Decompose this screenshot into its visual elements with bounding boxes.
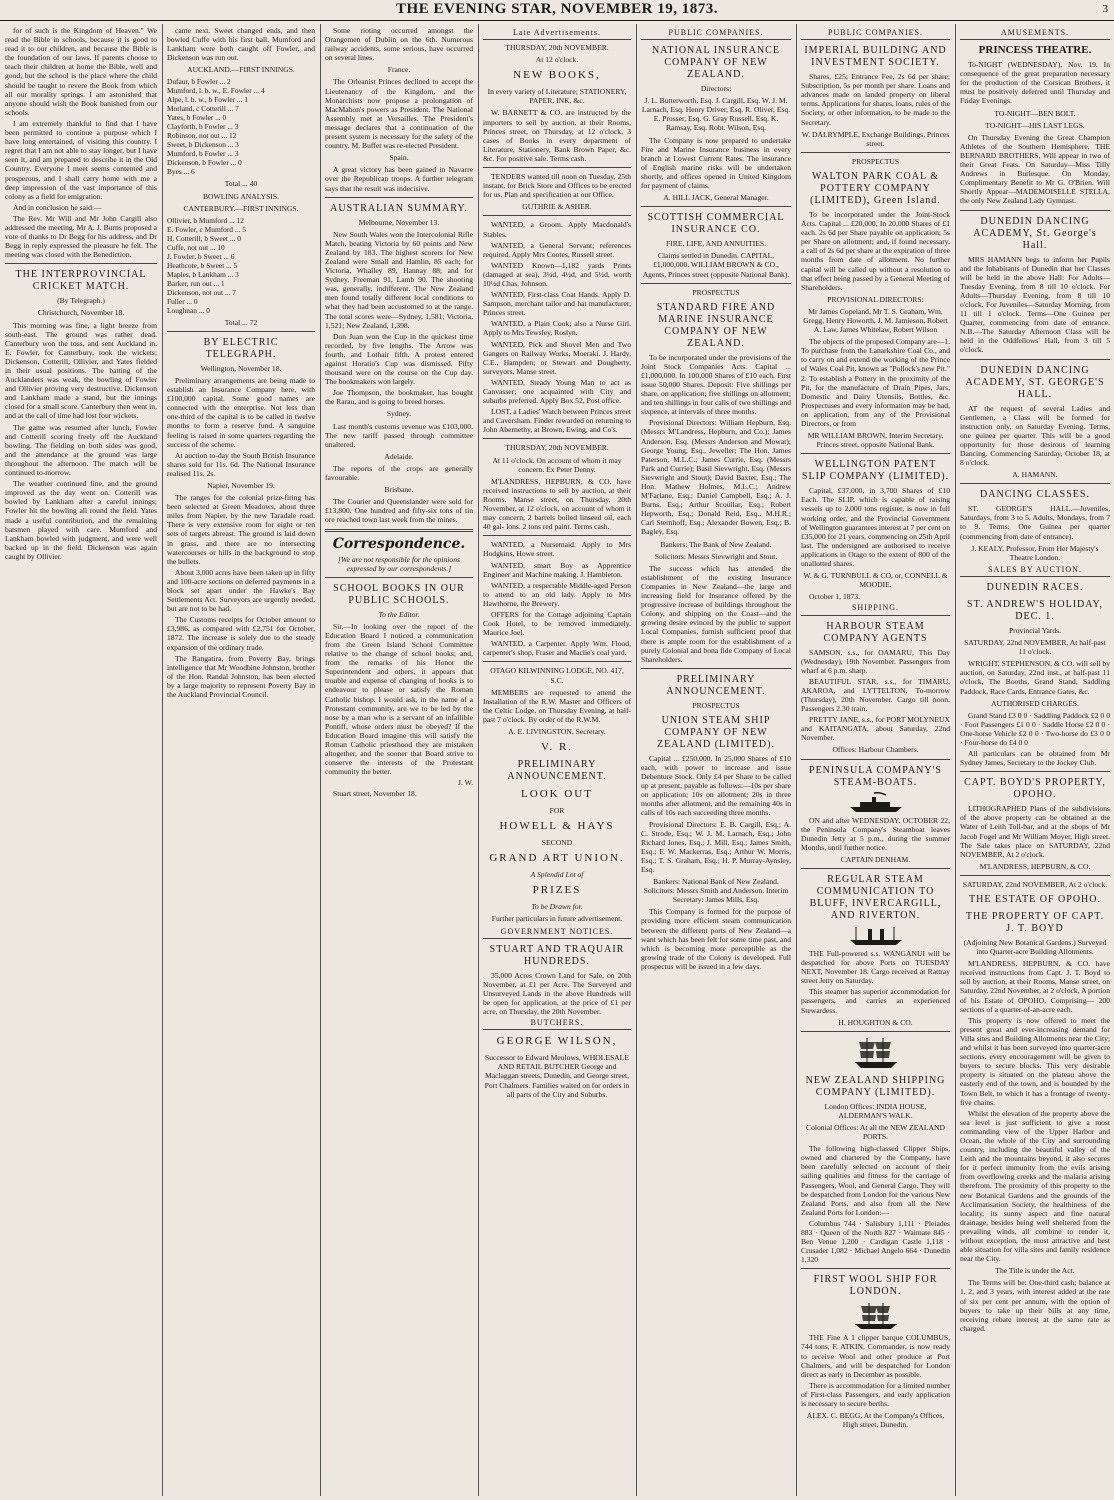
- sailing-ship-icon: [851, 1036, 901, 1070]
- provincial-yards: Provincial Yards.: [1008, 625, 1062, 635]
- wellington-slip-signature: W. & G. TURNBULL & CO, or, CONNELL & MOODIE.: [803, 571, 948, 590]
- sale-time: At 12 o'clock.: [535, 55, 579, 65]
- imperial-signature: W. DALRYMPLE, Exchange Buildings, Princes street.: [801, 129, 950, 148]
- divider: [801, 453, 950, 454]
- races-title: DUNEDIN RACES.: [986, 581, 1084, 593]
- walton-text-2: The objects of the proposed Company are—1. To purchase from the Lanarkshire Coal Co., and to carry on and extend the working of the Prince of Wales Coal Pit, known as "Pollock's new Pit." 2. To establish a Pottery in the proximity of the Pit, for the manufacture of Drain Pipes, Jars, Domestic and Dairy Utensils, Bottles, &c. Prospectuses and every information may be had, on application, from any of the Provisional Directors, or from: [801, 337, 950, 428]
- litho-signature: M'LANDRESS, HEPBURN, & CO.: [979, 861, 1091, 871]
- opoho-text-2: Whilst the elevation of the property above the sea level is just sufficient to give a most commanding view of the Upper Harbor and Ocean, the whole of the City and surrounding country, including the beautiful valley of the Leith and the mountains beyond, it also secures for it perfect immunity from the evils arising from overflowing creeks and the malaria arising therefrom. The proximity of this property to the new Botanical Gardens and the grounds of the Acclimatisation Society, the healthiness of the locality, its sunny aspect and fine natural drainage, besides being well sheltered from the prevailing winds, all combine to render it, without exception, the most attractive and best able situation for villa sites and family residence near the City.: [960, 1108, 1110, 1264]
- sale-date: THURSDAY, 20th NOVEMBER.: [505, 443, 609, 453]
- vr-mark: V. R.: [540, 741, 574, 754]
- article-paragraph: The game was resumed after lunch, Fowler and Cotterill scoring freely off the Auckland bowling. The fielding on both sides was good, and the attendance at the ground was large throughout the afternoon. The match will be continued to-morrow.: [5, 422, 157, 478]
- imperial-title: IMPERIAL BUILDING AND INVESTMENT SOCIETY.: [804, 45, 947, 69]
- ship-list: Columbus 744 · Salisbury 1,111 · Pleiades 883 · Queen of the North 827 · Waimate 845 · Ben Venue 1,200 · Cardigan Castle 1,118 · Crusader 1,082 · Michael Angelo 664 · Dunedin 1,320: [801, 1218, 950, 1265]
- section-label: France.: [387, 65, 411, 75]
- scottish-text: Claims settled in Dunedin. CAPITAL, £1,000,000. WILLIAM BROWN & CO., Agents, Princes street (opposite National Bank).: [642, 251, 790, 279]
- prospectus-label: PROSPECTUS: [851, 156, 900, 166]
- ad-wanted: WANTED, a Plain Cook; also a Nurse Girl. Apply to Mrs Tewsley, Roslyn.: [483, 319, 631, 338]
- ad-pretty-jane: PRETTY JANE, s.s., for PORT MOLYNEUX and KAITANGATA, about Saturday, 22nd November.: [801, 715, 950, 743]
- shipping-header: SHIPPING.: [801, 603, 950, 615]
- ad-lost: LOST, a Ladies' Watch between Princes street and Caversham. Finder rewarded on returning to John Abernethy, at Brown, Ewing, and Co's.: [483, 407, 631, 435]
- divider: [801, 1268, 950, 1269]
- divider: [801, 152, 950, 153]
- standard-directors: Provisional Directors: William Hepburn, Esq. (Messrs M'Landress, Hepburn, and Co.); James Anderson, Esq. (Messrs Anderson and Mowat); George Young, Esq., Jeweller; The Hon. James Paterson, M.L.C.; James Currie, Esq. (Messrs Park and Currie); Basil Sievwright, Esq. (Messrs Sievwright and Stout); David Baxter, Esq.; The Hon. Mathew Holmes, M.L.C.; Andrew M'Farlane, Esq.; Daniel Campbell, Esq.; A. J. Burns, Esq.; Arthur Scoullar, Esq.; Robert Hepworth, Esq.; Donald Reid, Esq., M.H.R.; Carl Sternhoff, Esq.; Alexander Bowen, Esq.; B. Bagley, Esq.: [641, 418, 791, 537]
- article-paragraph: At auction to-day the South British Insurance shares sold for 11s. 6d. The National Insurance realised 11s. 2s.: [167, 450, 315, 478]
- article-paragraph: The Courier and Queenslander were sold for £13,800. One hundred and fifty-six tons of tin ore reached town last week from the mines.: [325, 497, 473, 525]
- ad-offers: OFFERS for the Cottage adjoining Captain Cook Hotel, to be removed immediately. Maurice Joel.: [483, 609, 631, 638]
- ad-barnett: W. BARNETT & CO. are instructed by the importers to sell by auction, at their Rooms, Princes street, on Thursday, at 12 o'clock, 3 cases of Books in every department of Literature, Stationery, Bank Brown Paper, &c. &c. For positive sale. Terms cash.: [483, 108, 631, 163]
- section-label: Sydney.: [386, 409, 412, 419]
- ad-wanted: WANTED Known—1,182 yards Prints (damaged at sea), 3¼d, 4½d, and 5½d, worth 10½d Chas. Johnson.: [483, 260, 631, 288]
- directors-label: Directors:: [700, 84, 732, 94]
- late-ads-header: Late Advertisements.: [483, 28, 631, 40]
- union-title: UNION STEAM SHIP COMPANY OF NEW ZEALAND (LIMITED).: [657, 714, 775, 750]
- govt-notice: 35,000 Acres Crown Land for Sale, on 20th November, at £1 per Acre. The Surveyed and Unsurveyed Lands in the above Hundreds will be open for application, at the price of £1 per acre, on Thursday, the 20th November.: [483, 970, 631, 1017]
- disclaimer: [We are not responsible for the opinions expressed by our correspondents.]: [338, 554, 460, 573]
- scottish-subtitle: FIRE, LIFE, AND ANNUITIES.: [666, 239, 766, 249]
- dateline: Christchurch, November 18.: [37, 308, 125, 318]
- ad-wanted: WANTED, Steady Young Man to act as Canvasser; one acquainted with City and suburbs preferred. Apply Box 52, Post office.: [483, 377, 631, 406]
- property-title: THE PROPERTY OF CAPT. J. T. BOYD: [965, 911, 1105, 934]
- standard-text: To be incorporated under the provisions of the Joint Stock Companies Acts. Capital ... £1,000,000. In 100,000 Shares of £10 each. First issue 50,000 Shares. Deposit: Five shillings per share, on application; five shillings on allotment; and ten shillings in four calls of two shillings and sixpence, at intervals of three months.: [641, 352, 791, 417]
- letter-salutation: To the Editor.: [378, 609, 420, 619]
- section-label: Adelaide.: [384, 451, 414, 461]
- column-4: [483, 26, 631, 1496]
- princess-text-2: On Thursday Evening the Great Champion Athletes of the Southern Hemisphere, THE BERNARD BROTHERS, Will appear in two of their Great Feats. On Saturday—Miss Tilly Andrews in Burlesque. On Monday, Complimentary Benefit to Mr G. O'Brien. Will Shortly Appear—MADEMOISELLE STELLA, the only New Zealand Lady Gymnast.: [960, 132, 1110, 206]
- provisional-directors-label: PROVISIONAL DIRECTORS:: [827, 294, 924, 304]
- national-signature: A. HILL JACK, General Manager.: [663, 193, 769, 203]
- article-paragraph: The Orleanist Princes declined to accept the Lieutenancy of the Kingdom, and the Monarchists now propose a prolongation of MacMahon's powers as President. The National Assembly met at Versailles. The President's message declares that a continuation of the present system is necessary for the safety of the country. M. Buffet was re-elected President.: [325, 77, 473, 151]
- ad-tenders: TENDERS wanted till noon on Tuesday, 25th instant, for Brick Store and Offices to be erected for us. Plan and specification at our Office.: [483, 172, 631, 200]
- letter-title: SCHOOL BOOKS IN OUR PUBLIC SCHOOLS.: [333, 582, 465, 606]
- article-paragraph: I am extremely thankful to find that I have been permitted to continue a purpose which I have long entertained, of visiting this country. I regret that I am not able to stay longer, but I have seen it, and am prepared to describe it in the Old Country. Everyone I meet seems contented and prosperous, and I shall carry home with me a deep impression of the vast importance of this colony as a field for emigration.: [5, 118, 157, 201]
- letter-body: Sir,—In looking over the report of the Education Board I noticed a communication from the Green Island School Committee relative to the change of school books; and, from the remarks of his Honor the Superintendent and others, it appears that trouble and expense of changing of books is to endeavour to please or satisfy the Roman Catholic bishop. I would ask, in the name of a Protestant community, are we to be led by the nose by a man who is a servant of an infallible Pontiff, whose orders must be obeyed? If the Education Board imagine this will satisfy the Roman Catholic priesthood they are mistaken altogether, and the sooner that Board strive to conserve the interests of the Protestant community the better.: [325, 621, 473, 777]
- artunion-further: Further particulars in future advertisement.: [491, 914, 623, 924]
- ad-wanted: WANTED, a Carpenter. Apply Wm. Flood, carpenter's shop, Fraser and Maclie's coal yard.: [483, 639, 631, 658]
- page-number: 3: [1102, 3, 1108, 15]
- wilson-name: GEORGE WILSON,: [496, 1035, 618, 1048]
- columbus-text: There is accommodation for a limited number of First-class Passengers, and early application is necessary to secure berths.: [801, 1380, 950, 1408]
- article-paragraph: The Rangatira, from Poverty Bay, brings intelligence that Mr Woodbine Johnston, brother of the Hon. Randal Johnston, has been elected by a large majority to represent Poverty Bay in the Auckland Provincial Council.: [167, 653, 315, 700]
- public-companies-header: PUBLIC COMPANIES.: [641, 28, 791, 40]
- divider: [167, 331, 315, 332]
- article-paragraph: About 3,000 acres have been taken up in fifty and 100-acre sections on deferred payments in a block set apart under the Hawke's Bay Settlements Act. Surveyors are urgently needed, but are not to be had.: [167, 567, 315, 614]
- ad-mlandress-opoho: M'LANDRESS, HEPBURN, & CO. have received instructions from Capt. J. T. Boyd to sell by auction, at their Rooms, Manse street, on Saturday, 22nd November, at 2 o'clock, A portion of his Estate of OPOHO, Comprising— 200 sections of a quarter-of-an-acre each.: [960, 959, 1110, 1014]
- national-directors: J. L. Butterworth, Esq. J. Cargill, Esq. W. J. M. Larnach, Esq. Henry Driver, Esq. R. Oliver, Esq. E. Prosser, Esq. G. Gray Russell, Esq. K. Ramsay, Esq. Robt. Wilson, Esq.: [641, 96, 791, 133]
- sale-note: At 11 o'clock. On account of whom it may concern. Ex Peter Denny.: [492, 455, 622, 474]
- artunion-drawn: To be Drawn for.: [531, 902, 583, 912]
- boyd-title: CAPT. BOYD'S PROPERTY, OPOHO.: [964, 777, 1106, 801]
- clipper-ship-icon: [851, 1301, 901, 1331]
- houghton-signature: H. HOUGHTON & CO.: [838, 1017, 913, 1027]
- divider: [483, 167, 631, 168]
- ad-columbus: THE Fine A 1 clipper barque COLUMBUS, 744 tons, F. ATKIN, Commander, is now ready to receive Wool and other produce at Port Chalmers, and will be despatched for London direct as early in December as possible.: [801, 1333, 950, 1379]
- classes-text: ST. GEORGE'S HALL.—Juveniles, Saturdays, from 3 to 5. Adults, Mondays, from 7 to 9. Terms: One Guinea per quarter (commencing from date of entrance).: [960, 504, 1110, 541]
- national-title: NATIONAL INSURANCE COMPANY OF NEW ZEALAND.: [652, 45, 780, 81]
- butchers-header: BUTCHERS.: [483, 1018, 631, 1030]
- artunion-for: FOR: [549, 806, 565, 816]
- column-2: [167, 26, 315, 1496]
- prospectus-label: PROSPECTUS: [692, 287, 740, 297]
- divider: [960, 875, 1110, 876]
- standard-text-2: The success which has attended the establishment of the existing Insurance Companies in New Zealand—the large and increasing field for Insurance offered by the progressive increase of buildings throughout the Colony, and shipping on the Coast—and the growing desire evinced by the public to support Local Companies, furnish sufficient proof that there is ample room for the establishment of a purely Colonial and bona fide Company of Local Shareholders.: [641, 563, 791, 664]
- peninsula-title: PENINSULA COMPANY'S STEAM-BOATS.: [809, 764, 942, 788]
- article-paragraph: The Customs receipts for October amount to £3,986, as compared with £2,751 for October, 1872. The increase is solely due to the steady expansion of the ordinary trade.: [167, 615, 315, 652]
- artunion-second: SECOND: [541, 838, 573, 848]
- public-companies-header: PUBLIC COMPANIES.: [801, 28, 950, 40]
- imperial-text: Shares, £25; Entrance Fee, 2s 6d per share; Subscription, 5s per month per share. Loans and advances made on landed property on liberal terms. Applications for shares, loans, rules of the Society, or other information, to be made to the Secretary.: [801, 72, 950, 127]
- sale-date: THURSDAY, 20th NOVEMBER.: [505, 43, 609, 53]
- ad-wanted: WANTED, Pick and Shovel Men and Two Gangers on Railway Works, Moeraki. J. Hardy, C.E., Hampden; or Stewart and Dougherty, surveyors, Manse street.: [483, 339, 631, 376]
- union-bankers: Bankers: National Bank of New Zealand. Solicitors: Messrs Smith and Anderson. Interim Secretary: James Mills, Esq.: [643, 877, 789, 905]
- prospectus-label: PROSPECTUS: [692, 700, 740, 710]
- article-paragraph: The ranges for the colonial prize-firing has been selected at Green Meadows, about three miles from Napier, by the new Taradale road. There is very extensive room for eight or ten sets of targets abreast. The ground is laid down in grass, and there are no intersecting watercourses or hills in the background to stop the bullets.: [167, 493, 315, 566]
- divider: [483, 215, 631, 216]
- estate-title: THE ESTATE OF OPOHO.: [969, 894, 1101, 905]
- article-paragraph: Don Juan won the Cup in the quickest time recorded, by five lengths. The Arrow was fourth, and Lothair fifth. A protest entered against Horatio's Cup was dismissed. Fifty thousand were on the course on the Cup day. The bookmakers won largely.: [325, 331, 473, 387]
- tonight-2: TO-NIGHT—HIS LAST LEGS.: [985, 120, 1085, 130]
- divider: [960, 771, 1110, 772]
- column-6: [801, 26, 950, 1496]
- peninsula-signature: CAPTAIN DENHAM.: [840, 854, 911, 864]
- ad-samson: SAMSON, s.s., for OAMARU, This Day (Wednesday), 19th November. Passengers from wharf at 6 p.m. sharp.: [801, 647, 950, 675]
- artunion-splendid: A Splendid Lot of: [530, 870, 584, 880]
- divider: [641, 668, 791, 669]
- column-rule: [478, 24, 479, 1496]
- lodge-heading: OTAGO KILWINNING LODGE, NO. 417, S.C.: [490, 666, 624, 685]
- column-1: [5, 26, 157, 1496]
- article-paragraph: Some rioting occurred amongst the Orangemen of Dublin on the 6th. Numerous railway accidents, some serious, have occurred on several lines.: [325, 26, 473, 63]
- dateline: Napier, November 19.: [207, 480, 275, 490]
- scorecard-canterbury: Ollivier, b Mumford ... 12 E. Fowler, c Mumford ... 5 H. Cotterill, b Sweet ... 0 Cuffe, not out ... 10 J. Fowler, b Sweet ... 6 Heathcote, b Sweet ... 5 Maples, b Lankham ... 3 Barker, run out ... 1 Dickenson, not out ... 7 Fuller ... 0 Loughnan ... 0: [167, 215, 246, 315]
- walton-title: WALTON PARK COAL & POTTERY COMPANY (LIMITED), Green Island.: [810, 170, 941, 206]
- wilson-details: Successor to Edward Meulows, WHOLESALE AND RETAIL BUTCHER George and Maclaggan streets, Dunedin, and George street, Port Chalmers. Families waited on for orders in all parts of the City and Suburbs.: [484, 1053, 630, 1099]
- column-rule: [636, 24, 637, 1496]
- ad-wanted: WANTED, a Nursemaid. Apply to Mrs Hodgkins, Howe street.: [483, 540, 631, 559]
- dancing-text: MRS HAMANN begs to inform her Pupils and the Inhabitants of Dunedin that her Classes will be held in the above Hall: For Adults—Tuesday Evening, from 8 till 10 o'clock. For Adults—Thursday Evening, from 8 till 10 o'clock. For Juveniles—Saturday Morning, from 11 till 1 o'clock. Terms—One Guinea per Quarter, commencing from date of entrance. N.B.—The Saturday Afternoon Class will be held in the Oddfellows' Hall, from 3 till 5 o'clock.: [960, 254, 1110, 355]
- divider: [5, 263, 157, 264]
- charges-heading: AUTHORISED CHARGES.: [991, 698, 1079, 708]
- charges-list: Grand Stand £3 0 0 · Saddling Paddock £2 0 0 · Foot Passengers £1 0 0 · Saddle Horse £2 0 0 · One-horse Vehicle £2 0 0 · Two-horse do £3 0 0 · Four-horse do £4 0 0: [960, 710, 1110, 747]
- letter-date: Stuart street, November 18.: [333, 789, 417, 799]
- regular-steam-title: REGULAR STEAM COMMUNICATION TO BLUFF, INVERCARGILL, AND RIVERTON.: [809, 874, 942, 921]
- headline-australian: AUSTRALIAN SUMMARY.: [330, 202, 468, 214]
- opoho-text: This property is now offered to meet the present great and ever-increasing demand for Villa sites and Building Allotments near the City; and whilst it has been surveyed into quarter-acre sections, every encouragement will be given to buyers to secure blocks. This very desirable property is situated on the plateau above the easterly end of the town, and is bounded by the Town Belt, to which it has a frontage of twenty-five chains.: [960, 1015, 1110, 1107]
- divider: [960, 483, 1110, 484]
- wellington-slip-date: October 1, 1873.: [809, 592, 861, 602]
- section-label: Brisbane.: [384, 485, 414, 495]
- letter-signature: J. W.: [458, 778, 473, 788]
- government-notices-header: GOVERNMENT NOTICES.: [483, 927, 631, 939]
- hundreds-title: STUART AND TRAQUAIR HUNDREDS.: [489, 943, 625, 967]
- masthead-title: THE EVENING STAR, NOVEMBER 19, 1873.: [396, 1, 718, 17]
- correspondence-heading: Correspondence.: [332, 535, 466, 552]
- standard-title: STANDARD FIRE AND MARINE INSURANCE COMPANY OF NEW ZEALAND.: [656, 301, 776, 349]
- union-text-2: This Company is formed for the purpose of providing more efficient steam communication between the different ports of New Zealand—a want which has been felt for some time past, and which is becoming more perceptible as the growing trade of the Colony is developed. Full prospectus will be issued in a few days.: [641, 907, 791, 971]
- walton-signature: MR WILLIAM BROWN, Interim Secretary, Princes street, opposite National Bank.: [807, 431, 944, 450]
- divider: [325, 197, 473, 198]
- article-paragraph: This morning was fine, a light breeze from south-east. The ground was rather dead. Canterbury won the toss, and sent Auckland in. E. Fowler, for Canterbury, took the wickets; Dickenson, Cotterill, Ollivier, and Yates fielded in their usual positions. The batting of the Aucklanders was weak, the bowling of Fowler and Ollivier proving very destructive. Dickenson and Lankham made a stand, but the innings closed for a small score. Canterbury then went in, and at the call of time had lost four wickets.: [5, 320, 157, 421]
- scorecard-total: Total ... 40: [224, 179, 258, 189]
- harbour-offices: Offices: Harbour Chambers.: [832, 745, 919, 755]
- column-rule: [796, 24, 797, 1496]
- nz-shipping-london: London Offices: INDIA HOUSE, ALDERMAN'S WALK.: [824, 1101, 927, 1120]
- scorecard-auckland: Dufaur, b Fowler ... 2 Mumford, l. b. w., E. Fowler ... 4 Alpe, l. b. w., b Fowler ... 1 Morland, c Cotterill ... 7 Yates, b Fowler ... 0 Clayforth, b Fowler ... 3 Robinson, not out ... 12 Sweet, b Dickenson ... 3 Mumford, b Fowler ... 3 Dickenson, b Fowler ... 0 Byes ... 6: [167, 77, 265, 177]
- sale-date: SATURDAY, 22nd NOVEMBER, At 2 o'clock.: [962, 879, 1108, 889]
- divider: [641, 206, 791, 207]
- academy-signature: A. HAMANN.: [1012, 470, 1058, 480]
- dancing-academy-title: DUNEDIN DANCING ACADEMY, St. George's Hall.: [973, 215, 1097, 251]
- standard-bankers: Bankers: The Bank of New Zealand.: [660, 539, 772, 549]
- article-paragraph: came next. Sweet changed ends, and then bowled Cuffe with his first ball. Mumford and Lankham were both caught off Fowler, and Dickenson was run out.: [167, 26, 315, 63]
- article-paragraph: The Rev. Mr Will and Mr John Cargill also addressed the meeting. Mr A. J. Burns proposed a vote of thanks to Dr Begg for his address, and Dr Begg in reply expressed the pleasure he felt. The meeting was closed with the Benediction.: [5, 213, 157, 260]
- charges-note: All particulars can be obtained from Mr Sydney James, Secretary to the Jockey Club.: [960, 749, 1110, 768]
- ad-signature: GUTHRIE & ASHER.: [522, 202, 592, 212]
- ad-wanted: WANTED, smart Boy as Apprentice Engineer and Machine making. J. Hambleton.: [483, 560, 631, 579]
- terms-note: The Terms will be: One-third cash; balance at 1, 2, and 3 years, with interest added at the rate of six per cent per annum, with the option of buyers to take up their bills at any time, receiving rebate interest at the same rate as charged.: [960, 1278, 1110, 1333]
- classes-signature: J. KEALY, Professor, From Her Majesty's Theatre London.: [971, 543, 1099, 562]
- article-paragraph: The reports of the crops are generally favourable.: [325, 463, 473, 483]
- ad-title: NEW BOOKS,: [513, 69, 601, 82]
- ad-beautiful-star: BEAUTIFUL STAR, s.s., for TIMARU, AKAROA, and LYTTELTON, To-morrow (Thursday), 20th November. Cargo till noon. Passengers 2.30 train.: [801, 676, 950, 714]
- ad-subtitle: In every variety of Literature; STATIONERY, PAPER, INK, &c.: [487, 87, 627, 106]
- st-andrews-title: ST. ANDREW'S HOLIDAY, DEC. 1.: [967, 598, 1103, 622]
- column-5: [641, 26, 791, 1496]
- column-rule: [320, 24, 321, 1496]
- scottish-title: SCOTTISH COMMERCIAL INSURANCE CO.: [647, 212, 785, 236]
- national-text: The Company is now prepared to undertake Fire and Marine Insurance business in every branch at Lowest Current Rates. The insurance of English marine risks will be undertaken shortly, and offices opened in United Kingdom for payment of claims.: [641, 135, 791, 191]
- nz-shipping-title: NEW ZEALAND SHIPPING COMPANY (LIMITED).: [805, 1074, 946, 1098]
- peninsula-text: ON and after WEDNESDAY, OCTOBER 22, the Peninsula Company's Steamboat leaves Dunedin Jetty at 5 p.m., during the summer Months, until further notice.: [801, 815, 950, 852]
- divider: [483, 438, 631, 439]
- sales-header: SALES BY AUCTION.: [960, 565, 1110, 577]
- union-text: Capital ... £250,000. In 25,000 Shares of £10 each, with power to increase and issue Debenture Stock. Only £4 per Share to be called up at present, payable as follows:—10s per share on application; 10s on allotment; 20s in three months after allotment, and the remaining 40s in calls of 10s each succeeding three months.: [641, 753, 791, 818]
- divider: [325, 577, 473, 578]
- divider: [641, 283, 791, 284]
- artunion-howell: HOWELL & HAYS: [499, 820, 615, 833]
- article-paragraph: The weather continued fine, and the ground improved as the day went on. Cotterill was bowled by Lankham after a careful innings; Fowler hit the bowling all round the field. Yates made a useful contribution, and the remaining batsmen played with care. Mumford and Lankham bowled with judgment, and were well backed up in the field. Dickenson was again caught by Ollivier.: [5, 479, 157, 561]
- masthead: [0, 0, 1114, 21]
- wellington-slip-title: WELLINGTON PATENT SLIP COMPANY (LIMITED).: [801, 459, 950, 483]
- article-paragraph: A great victory has been gained in Navarre over the Republican troops. A further telegram says that the result was indecisive.: [325, 165, 473, 193]
- ad-mlandress: M'LANDRESS, HEPBURN, & CO. have received instructions to sell by auction, at their Rooms, Manse street, on Thursday, 20th November, at 12 o'clock, on account of whom it may concern, 2 barrels boiled linseed oil, each 40 gal- lons. 2 tons red paint. Terms cash.: [483, 476, 631, 532]
- byline: (By Telegraph.): [57, 296, 105, 306]
- steamboat-icon: [846, 792, 906, 814]
- section-label: Spain.: [389, 153, 409, 163]
- headline-telegraph: BY ELECTRIC TELEGRAPH.: [203, 336, 279, 360]
- ad-wright-stephenson: WRIGHT, STEPHENSON, & CO. will sell by auction, on Saturday, 22nd inst., at half-past 11 o'clock, The Booths, Grand Stand, Saddling Paddock, Race Cards, Entrance Gates, &c.: [960, 659, 1110, 696]
- litho-notice: LITHOGRAPHED Plans of the subdivisions of the above property can be obtained at the Water of Leith Toll-bar, and at the shops of Mr Jacob Fogel and Mr William Moyer, High street. The Sale takes place on SATURDAY, 22nd NOVEMBER, At 2 o'clock.: [960, 804, 1110, 859]
- union-prelim: PRELIMINARY ANNOUNCEMENT.: [666, 673, 766, 697]
- first-wool-title: FIRST WOOL SHIP FOR LONDON.: [813, 1274, 938, 1298]
- union-directors: Provisional Directors: E. B. Cargill, Esq.; A. C. Strode, Esq.; W. J. M. Larnach, Esq.; John Richard Jones, Esq.; J. Mill, Esq.; James Smith, Esq.; F. W. Mackerras, Esq.; Arthur W. Morris, Esq.; T. S. Graham, Esq.; H. P. Murray-Aynsley, Esq.: [641, 819, 791, 874]
- nz-shipping-text: The following high-classed Clipper Ships, owned and chartered by the Company, have been carefully selected on account of their sailing qualities and fitness for the carriage of Passengers, Wool, and General Cargo. They will be despatched from London for the various New Zealand Ports, and also from all the New Zealand Ports for London:—: [801, 1144, 950, 1217]
- walton-text: To be incorporated under the Joint-Stock Acts. Capital ... £20,000, In 20,000 Shares of £1 each. 2s 6d per Share payable on application; 5s per Share on allotment; and, if found necessary, a call of 2s 6d per share at the expiration of three months from date of allotment. No further capital will be called up without a resolution to that effect being passed by a General Meeting of Shareholders.: [801, 209, 950, 292]
- academy-title: DUNEDIN DANCING ACADEMY, ST. GEORGE'S HALL.: [965, 364, 1105, 400]
- wellington-slip-text: Capital, £37,000, in 3,700 Shares of £10 Each. The SLIP, which is capable of raising vessels up to 2,000 tons register, is now in full working order, and the Provincial Government of Wellington guarantees interest at 7 per cent on £35,000 for 21 years, commencing on 25th April last. The undersigned are authorised to receive applications in Otago to the extent of 800 of the unallotted shares.: [801, 486, 950, 569]
- article-paragraph: And in conclusion he said:—: [13, 202, 102, 212]
- divider: [483, 535, 631, 536]
- columbus-signature: ALEX. C. BEGG, At the Company's Offices, High street, Dunedin.: [806, 1411, 945, 1430]
- column-rule: [955, 24, 956, 1496]
- article-paragraph: Preliminary arrangements are being made to establish an Insurance Company here, with £100,000 capital. Some good names are connected with the enterprise. Not less than one-third of the capital is to be called in twelve months to form a reserve fund. A sanguine feeling is raised in some quarters regarding the success of the scheme.: [167, 375, 315, 449]
- academy-text: AT the request of several Ladies and Gentlemen, a Class will be formed for instruction only, on Saturday Evening. Terms, one guinea per quarter. This will be a good opportunity for those desirous of learning Dancing. Commencing Saturday, October 18, at 8 o'clock.: [960, 403, 1110, 468]
- walton-directors: Mr James Copeland, Mr T. S. Graham, Wm. Gregg, Henry Howorth, J. M. Jamieson, Robert A. Law, James Whitelaw, Robert Wilson: [803, 306, 948, 335]
- wanganui-text: This steamer has superior accommodation for passengers, and carries an experienced Stewardess.: [801, 987, 950, 1015]
- divider: [801, 759, 950, 760]
- ad-wanted: WANTED, a respectable Middle-aged Person to attend to an old lady. Apply to Mrs Hawthorne, the Brewery.: [483, 580, 631, 608]
- lodge-signature: A. E. LIVINGSTON, Secretary.: [508, 727, 606, 736]
- standard-solicitors: Solicitors: Messrs Sievwright and Stout.: [654, 551, 778, 561]
- ad-wanted: WANTED, First-class Coat Hands. Apply D. Sampson, merchant tailor and hat manufacturer, Princes street.: [483, 290, 631, 318]
- divider: [801, 868, 950, 869]
- dateline: Wellington, November 18.: [200, 363, 282, 373]
- ad-wanted: WANTED, a Groom. Apply Macdonald's Stables.: [483, 220, 631, 239]
- artunion-lookout: LOOK OUT: [521, 788, 593, 801]
- divider: [960, 210, 1110, 211]
- sale-date: SATURDAY, 22nd NOVEMBER, At half-past 11 o'clock.: [964, 638, 1106, 657]
- amusements-header: AMUSEMENTS.: [960, 28, 1110, 40]
- steamship-icon: [846, 925, 906, 947]
- ad-wanted: WANTED, a General Servant; references required. Apply Mrs Cootes, Russell street.: [483, 240, 631, 259]
- scorecard-total: Total ... 72: [224, 317, 258, 327]
- divider: [483, 661, 631, 662]
- divider: [960, 359, 1110, 360]
- princess-theatre-title: PRINCESS THEATRE.: [978, 44, 1092, 57]
- article-paragraph: Joe Thompson, the bookmaker, has bought the Rarau, and is going to breed horses.: [325, 388, 473, 407]
- artunion-grand: GRAND ART UNION.: [489, 852, 625, 865]
- column-7: [960, 26, 1110, 1496]
- artunion-prelim: PRELIMINARY ANNOUNCEMENT.: [507, 759, 607, 783]
- nz-shipping-colonial: Colonial Offices: At all the NEW ZEALAND PORTS.: [806, 1122, 945, 1142]
- divider: [801, 1031, 950, 1032]
- ad-wanganui: THE Full-powered s.s. WANGANUI will be despatched for above Ports on TUESDAY NEXT, November 18. Cargo received at Rattray street Jetty on Saturday.: [801, 949, 950, 986]
- column-3: [325, 26, 473, 1496]
- dancing-classes-title: DANCING CLASSES.: [980, 489, 1090, 501]
- title-note: The Title is under the Act.: [995, 1266, 1075, 1276]
- property-subtitle: (Adjoining New Botanical Gardens.) Surveyed into Quarter-acre Building Allotments.: [963, 938, 1107, 957]
- lodge-notice: MEMBERS are requested to attend the Installation of the R.W. Master and Officers of the Celtic Lodge, on Thursday Evening, at half-past 7 o'clock. By order of the R.W.M.: [483, 687, 631, 724]
- princess-text: To-NIGHT (WEDNESDAY), Nov. 19. In consequence of the great preparation necessary for the production of the Corsican Brothers, it must be positively deferred until Thursday and Friday Evenings.: [960, 60, 1110, 106]
- article-paragraph: for of such is the Kingdom of Heaven." We read the Bible in schools, because it is good to read it to our children, and because the Bible is the foundation of our laws. If parents choose to teach their children at home the Bible, well and good; but the school is the place where the child should be taught to revere the Book from which all our morality springs. I am astonished that anyone should wish the Book banished from our schools.: [5, 26, 157, 117]
- article-paragraph: Last month's customs revenue was £103,000. The new tariff passed through committee unaltered.: [325, 421, 473, 449]
- dateline: Melbourne, November 13.: [358, 217, 440, 227]
- bowling-heading: BOWLING ANALYSIS.: [202, 191, 280, 201]
- column-rule: [162, 24, 163, 1496]
- article-paragraph: New South Wales won the Intercolonial Rifle Match, beating Victoria by 60 points and New Zealand by 183. The highest scorers for New Zealand were Small and Hamlin, 85 each; for Victoria, Whalley 89, Hannay 88; and for Sydney, Freeman 91, Lamb 90. The shooting was, generally, indifferent. The New Zealand men found totally different local conditions to what they had been accustomed to at the range. The total scores were—Sydney, 1,581; Victoria, 1,521; New Zealand, 1,398.: [325, 229, 473, 330]
- harbour-title: HARBOUR STEAM COMPANY AGENTS: [823, 620, 928, 644]
- scorecard-heading: CANTERBURY.—FIRST INNINGS.: [183, 203, 299, 213]
- divider: [325, 529, 473, 532]
- headline-cricket: THE INTERPROVINCIAL CRICKET MATCH.: [15, 269, 147, 293]
- tonight-1: TO-NIGHT—BEN BOLT.: [994, 108, 1076, 118]
- scorecard-heading: AUCKLAND.—FIRST INNINGS.: [187, 65, 295, 75]
- artunion-prizes: PRIZES: [532, 884, 582, 897]
